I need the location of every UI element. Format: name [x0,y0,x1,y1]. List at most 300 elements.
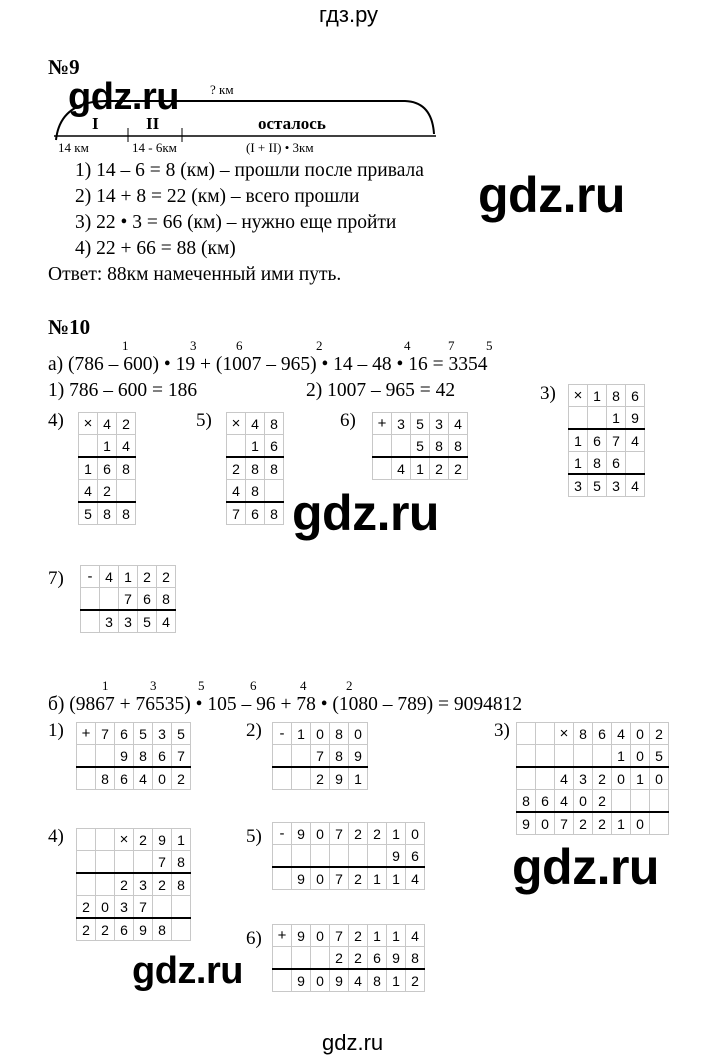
grid-cell [134,851,153,874]
grid-row [77,896,191,919]
grid-row [79,435,136,458]
grid-row [273,745,368,768]
grid-cell: 8 [588,452,607,475]
grid-cell: 9 [134,918,153,941]
grid-cell: 9 [292,969,311,992]
grid-cell: 2 [449,457,468,480]
grid-cell: 7 [311,745,330,768]
grid-cell [574,745,593,768]
grid-cell [650,790,669,813]
grid-cell: 4 [626,474,645,497]
grid-cell: 9 [349,745,368,768]
grid-cell: 1 [387,969,406,992]
grid-cell: 6 [265,435,284,458]
grid-cell: 0 [574,790,593,813]
grid-row [373,413,468,435]
grid-cell: 6 [588,429,607,452]
grid-cell: 3 [392,413,411,435]
calc-label: 7) [48,568,64,589]
grid-cell: × [555,723,574,745]
segment-3-label: осталось [258,114,326,133]
grid-cell: 1 [387,925,406,947]
grid-cell: 2 [153,873,172,896]
grid-row [569,474,645,497]
grid-row [517,723,669,745]
grid-cell [81,610,100,633]
grid-cell: 1 [631,767,650,790]
grid-cell: 9 [292,925,311,947]
grid-cell: 7 [607,429,626,452]
grid-cell [273,845,292,868]
grid-row [569,429,645,452]
grid-cell: 8 [330,745,349,768]
grid-cell: 2 [650,723,669,745]
grid-cell: 3 [134,873,153,896]
grid-cell: 9 [387,845,406,868]
segment-3-below: (I + II) • 3км [246,140,314,155]
grid-cell [79,435,98,458]
grid-cell: 1 [349,767,368,790]
grid-cell: 3 [574,767,593,790]
grid-cell: 2 [138,566,157,588]
grid-cell: 0 [406,823,425,845]
calc-label: 2) [246,720,262,741]
order-mark: 3 [190,338,197,353]
grid-cell: 4 [555,767,574,790]
calc-grid-a5 [226,412,284,525]
grid-cell: × [79,413,98,435]
grid-cell [631,790,650,813]
grid-cell: 0 [612,767,631,790]
grid-cell: 2 [227,457,246,480]
grid-cell: 1 [119,566,138,588]
grid-cell: 1 [569,429,588,452]
grid-cell [650,812,669,835]
grid-cell: 5 [650,745,669,768]
grid-cell [77,873,96,896]
calc-label: 4) [48,410,64,431]
grid-cell: 7 [172,745,191,768]
grid-cell: 6 [593,723,612,745]
grid-cell: 4 [626,429,645,452]
task10-title: №10 [48,315,91,339]
grid-cell: 1 [387,867,406,890]
grid-cell: 8 [117,502,136,525]
grid-row [77,829,191,851]
grid-cell [273,745,292,768]
grid-cell: 2 [349,867,368,890]
calc-grid-a6 [372,412,468,480]
grid-cell [273,767,292,790]
grid-cell [330,845,349,868]
grid-row [79,480,136,503]
grid-row [517,790,669,813]
segment-2-below: 14 - 6км [132,140,177,155]
grid-row [79,413,136,435]
grid-cell: × [115,829,134,851]
grid-cell: 6 [115,723,134,745]
grid-cell: 9 [330,767,349,790]
grid-cell: 2 [349,823,368,845]
order-mark: 7 [448,338,455,353]
task10a-step2: 2) 1007 – 965 = 42 [306,380,456,401]
watermark: gdz.ru [478,167,625,223]
grid-cell: 2 [98,480,117,503]
calc-label: 3) [494,720,510,741]
grid-cell: + [273,925,292,947]
grid-cell: 4 [98,413,117,435]
grid-cell: 2 [574,812,593,835]
grid-cell: 5 [411,413,430,435]
grid-cell: 4 [157,610,176,633]
grid-row [273,845,425,868]
grid-cell: 8 [430,435,449,458]
grid-cell: × [227,413,246,435]
grid-cell: 1 [368,925,387,947]
grid-cell: 8 [265,413,284,435]
grid-cell: - [81,566,100,588]
grid-cell: 9 [330,969,349,992]
grid-cell: 7 [96,723,115,745]
grid-cell [517,723,536,745]
grid-row [227,435,284,458]
grid-cell: 6 [626,385,645,407]
grid-cell: 3 [115,896,134,919]
grid-cell: 1 [172,829,191,851]
grid-cell [273,947,292,970]
order-mark: 3 [150,678,157,693]
grid-row [77,767,191,790]
grid-cell: 2 [311,767,330,790]
grid-row [227,480,284,503]
watermark: gdz.ru [512,839,659,895]
grid-cell: 7 [555,812,574,835]
grid-cell: 4 [406,925,425,947]
grid-row [227,413,284,435]
grid-cell: 4 [406,867,425,890]
calc-grid-a3 [568,384,645,497]
grid-row [569,407,645,430]
grid-cell: 2 [593,767,612,790]
grid-cell: 3 [100,610,119,633]
grid-cell: 8 [368,969,387,992]
calc-label: 6) [340,410,356,431]
calc-grid-b2 [272,722,368,790]
grid-cell [81,588,100,611]
grid-cell [292,947,311,970]
grid-cell [172,896,191,919]
grid-cell: 1 [588,385,607,407]
order-mark: 6 [250,678,257,693]
grid-cell: 9 [517,812,536,835]
calc-grid-a7 [80,565,176,633]
grid-cell [311,947,330,970]
grid-cell: 4 [612,723,631,745]
grid-cell [593,745,612,768]
order-mark: 4 [404,338,411,353]
grid-cell: 3 [153,723,172,745]
task9-step: 1) 14 – 6 = 8 (км) – прошли после привала [75,160,424,181]
grid-cell: 8 [607,385,626,407]
grid-cell: 1 [246,435,265,458]
grid-cell: 7 [119,588,138,611]
grid-cell: 2 [172,767,191,790]
grid-cell: 2 [77,896,96,919]
grid-cell: 4 [100,566,119,588]
calc-grid-b4 [76,828,191,941]
site-footer: gdz.ru [322,1030,384,1055]
task10a-expression: а) (786 – 600) • 19 + (1007 – 965) • 14 – 48 • 16 = 3354 [48,354,488,375]
grid-row [77,851,191,874]
watermark: gdz.ru [68,76,179,118]
grid-cell: - [273,823,292,845]
grid-cell [265,480,284,503]
grid-cell [349,845,368,868]
grid-cell: 2 [593,812,612,835]
grid-cell [536,723,555,745]
grid-row [227,457,284,480]
grid-cell: 4 [134,767,153,790]
grid-cell: 1 [569,452,588,475]
grid-row [517,812,669,835]
grid-cell [311,845,330,868]
grid-cell [392,435,411,458]
grid-cell: 4 [79,480,98,503]
calc-grid-b5 [272,822,425,890]
calc-grid-a4 [78,412,136,525]
grid-cell: 9 [292,823,311,845]
grid-cell: 2 [96,918,115,941]
grid-cell: 7 [134,896,153,919]
grid-row [569,385,645,407]
segment-1-label: I [92,114,99,133]
grid-cell: - [273,723,292,745]
grid-cell: 8 [157,588,176,611]
order-mark: 6 [236,338,243,353]
grid-cell: 8 [117,457,136,480]
grid-cell: 4 [117,435,136,458]
grid-cell: 9 [292,867,311,890]
segment-1-below: 14 км [58,140,89,155]
grid-cell: 6 [98,457,117,480]
grid-row [79,457,136,480]
diagram-top-label: ? км [210,82,234,97]
grid-cell [569,407,588,430]
grid-cell: 7 [227,502,246,525]
grid-row [77,918,191,941]
grid-cell [96,829,115,851]
grid-cell: 1 [612,745,631,768]
grid-cell: 4 [349,969,368,992]
grid-cell [153,896,172,919]
grid-cell: 5 [134,723,153,745]
grid-cell: 8 [406,947,425,970]
grid-cell: 0 [349,723,368,745]
grid-cell: 0 [650,767,669,790]
grid-cell [117,480,136,503]
grid-cell: 2 [593,790,612,813]
grid-cell: 0 [311,723,330,745]
grid-cell: 2 [117,413,136,435]
grid-cell: 2 [77,918,96,941]
grid-cell: 9 [115,745,134,768]
grid-row [273,925,425,947]
grid-cell [273,969,292,992]
grid-cell [536,767,555,790]
grid-cell: 3 [607,474,626,497]
grid-cell [77,851,96,874]
grid-cell: 7 [330,867,349,890]
grid-cell: 4 [449,413,468,435]
calc-label: 6) [246,928,262,949]
grid-row [517,745,669,768]
task9-step: 2) 14 + 8 = 22 (км) – всего прошли [75,186,360,207]
grid-cell: 0 [311,925,330,947]
grid-cell [96,745,115,768]
grid-cell: 0 [536,812,555,835]
grid-cell: 4 [555,790,574,813]
grid-cell: 9 [626,407,645,430]
grid-cell: 8 [265,457,284,480]
grid-cell [536,745,555,768]
order-mark: 5 [486,338,493,353]
grid-cell: 8 [96,767,115,790]
grid-cell: 5 [172,723,191,745]
grid-cell: 8 [517,790,536,813]
grid-cell: 3 [119,610,138,633]
grid-row [81,588,176,611]
grid-row [77,745,191,768]
calc-label: 4) [48,826,64,847]
watermark: gdz.ru [132,950,243,992]
grid-cell [368,845,387,868]
grid-row [77,873,191,896]
grid-row [517,767,669,790]
grid-cell: 0 [631,812,650,835]
grid-cell [292,745,311,768]
grid-cell [626,452,645,475]
grid-row [227,502,284,525]
task9-step: 4) 22 + 66 = 88 (км) [75,238,236,259]
grid-cell [77,767,96,790]
grid-row [373,435,468,458]
grid-cell: 2 [430,457,449,480]
grid-cell: 8 [246,457,265,480]
grid-row [373,457,468,480]
grid-cell: 2 [368,823,387,845]
grid-cell [115,851,134,874]
grid-cell [555,745,574,768]
grid-cell: 6 [536,790,555,813]
grid-row [273,767,368,790]
grid-cell: 0 [311,969,330,992]
grid-cell: 6 [138,588,157,611]
grid-cell: 7 [330,925,349,947]
grid-cell: 1 [79,457,98,480]
grid-cell [100,588,119,611]
grid-cell: 2 [115,873,134,896]
order-mark: 5 [198,678,205,693]
grid-cell [292,767,311,790]
grid-cell: 3 [569,474,588,497]
grid-cell: × [569,385,588,407]
task9-step: 3) 22 • 3 = 66 (км) – нужно еще пройти [75,212,397,233]
task10b-expression: б) (9867 + 76535) • 105 – 96 + 78 • (1080 – 789) = 9094812 [48,694,523,715]
grid-cell: 2 [157,566,176,588]
grid-cell [77,745,96,768]
grid-cell [292,845,311,868]
grid-cell: 0 [153,767,172,790]
order-mark: 2 [316,338,323,353]
grid-cell: 5 [79,502,98,525]
grid-cell: 8 [265,502,284,525]
grid-cell: + [373,413,392,435]
grid-cell [96,851,115,874]
grid-cell: 4 [246,413,265,435]
grid-cell [517,767,536,790]
grid-row [273,969,425,992]
grid-cell: 4 [227,480,246,503]
grid-cell: 6 [115,918,134,941]
grid-cell: 2 [330,947,349,970]
grid-cell: 0 [631,745,650,768]
grid-cell: 9 [387,947,406,970]
grid-cell: 0 [631,723,650,745]
grid-cell: 5 [588,474,607,497]
calc-label: 5) [246,826,262,847]
grid-row [81,610,176,633]
order-mark: 4 [300,678,307,693]
grid-cell: 8 [98,502,117,525]
grid-cell [612,790,631,813]
grid-cell [373,457,392,480]
grid-cell [172,918,191,941]
grid-cell [227,435,246,458]
segment-2-label: II [146,114,160,133]
calc-grid-b3 [516,722,669,835]
grid-cell: 6 [406,845,425,868]
watermark: gdz.ru [292,485,439,541]
grid-cell: 0 [96,896,115,919]
task10a-step1: 1) 786 – 600 = 186 [48,380,198,401]
grid-cell: 8 [172,873,191,896]
grid-row [273,947,425,970]
grid-cell: 1 [292,723,311,745]
grid-cell [373,435,392,458]
grid-cell: 6 [246,502,265,525]
order-mark: 2 [346,678,353,693]
grid-cell [273,867,292,890]
grid-cell: 8 [574,723,593,745]
calc-grid-b6 [272,924,425,992]
grid-cell: 2 [349,925,368,947]
task9-answer: Ответ: 88км намеченный ими путь. [48,264,342,285]
order-mark: 1 [122,338,129,353]
grid-cell: 8 [153,918,172,941]
grid-cell: 9 [153,829,172,851]
grid-cell: 0 [311,867,330,890]
grid-cell [588,407,607,430]
grid-cell: 7 [330,823,349,845]
grid-cell: 1 [607,407,626,430]
grid-cell: 1 [368,867,387,890]
grid-cell: 8 [134,745,153,768]
grid-cell: 6 [368,947,387,970]
grid-cell: 5 [411,435,430,458]
grid-cell: 1 [98,435,117,458]
grid-cell: 1 [411,457,430,480]
calc-label: 5) [196,410,212,431]
